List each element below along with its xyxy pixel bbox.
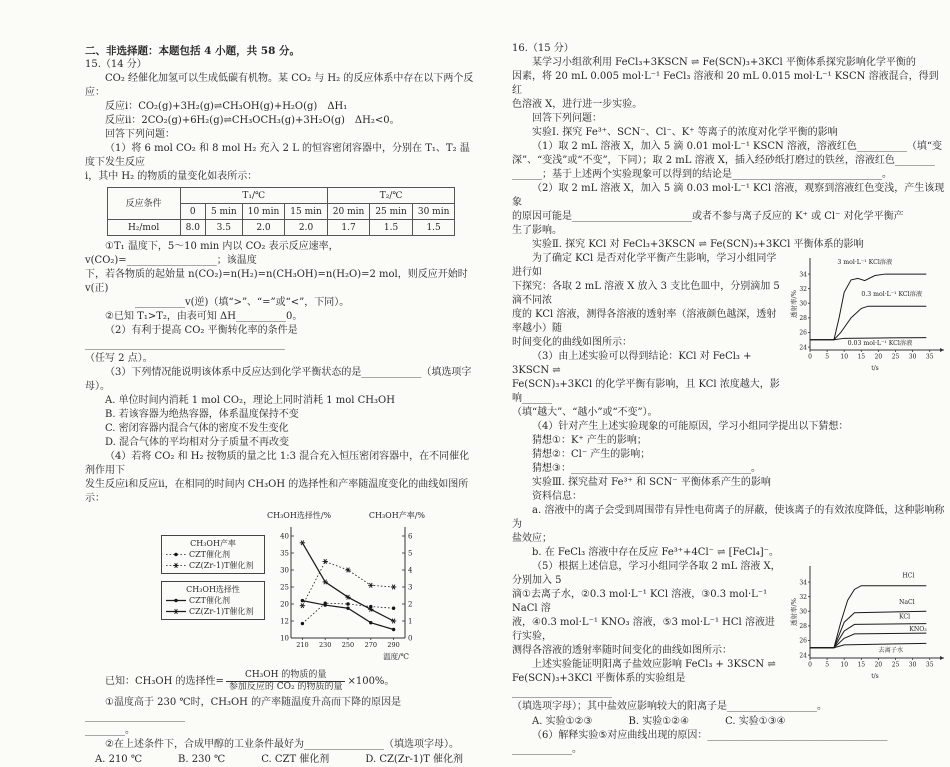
text-line: （任写 2 点）。 (85, 353, 153, 364)
text-line: （5）根据上述信息，学习小组同学各取 2 mL 溶液 X，分别加入 5 (512, 561, 781, 586)
text-line: （1）取 2 mL 溶液 X，加入 5 滴 0.01 mol·L⁻¹ KSCN 溶液，溶液红色__________（填“变 (532, 141, 943, 152)
table-header-cell: 10 min (242, 204, 285, 220)
svg-text:去离子水: 去离子水 (878, 647, 904, 655)
chart-legend-column (161, 535, 265, 627)
legend-entry (165, 606, 261, 617)
svg-text:0: 0 (408, 634, 413, 643)
svg-text:透射率/%: 透射率/% (790, 598, 798, 626)
text-line: 测得各溶液的透射率随时间变化的曲线如图所示： (512, 645, 732, 656)
text-line: 因素，将 20 mL 0.005 mol·L⁻¹ FeCl₃ 溶液和 20 mL 0.015 mol·L⁻¹ KSCN 溶液混合，得到红 (512, 71, 939, 96)
svg-text:28: 28 (799, 623, 807, 631)
fraction-denominator: 参加反应的 CO₂ 的物质的量 (228, 682, 343, 692)
guess-3-line: 猜想③：____________________________________。 (532, 463, 761, 474)
chart-svg (790, 560, 948, 680)
option-a: A. 210 ℃ (95, 754, 143, 765)
text-line: 深”、“变浅”或“不变”，下同）；取 2 mL 溶液 X，插入经砂纸打磨过的铁丝，溶液红色________ (512, 155, 935, 166)
svg-text:KNO₃: KNO₃ (909, 625, 927, 633)
section-header: 二、非选择题：本题包括 4 小题，共 58 分。 (85, 45, 301, 57)
legend-sample-icon (165, 550, 187, 559)
svg-text:t/s: t/s (871, 673, 879, 680)
table-header-cell: 20 min (327, 204, 370, 220)
svg-text:210: 210 (296, 641, 309, 649)
text-line: 液，④0.3 mol·L⁻¹ KNO₃ 溶液，⑤3 mol·L⁻¹ HCl 溶液进行实验， (512, 617, 775, 642)
legend-sample-icon (165, 596, 187, 605)
text-line: ________。 (85, 725, 135, 736)
legend-entry (165, 560, 261, 571)
reaction-i-equation: 反应ⅰ：CO₂(g)+3H₂(g)⇌CH₃OH(g)+H₂O(g) ΔH₁ (105, 101, 348, 112)
svg-text:3 mol·L⁻¹ KCl溶液: 3 mol·L⁻¹ KCl溶液 (837, 258, 893, 266)
table-header-cell: 0 (180, 204, 205, 220)
legend-entry (165, 595, 261, 606)
table-header-cell: T₂/℃ (327, 188, 455, 204)
text-line: ②已知 T₁>T₂，由表可知 ΔH__________0。 (105, 311, 303, 322)
text-line: （4）针对产生上述实验现象的可能原因，学习小组同学提出以下猜想： (532, 421, 849, 432)
svg-text:35: 35 (280, 549, 289, 558)
fraction-numerator: CH₃OH 的物质的量 (226, 670, 346, 682)
svg-text:34: 34 (799, 271, 807, 279)
svg-text:270: 270 (364, 641, 378, 649)
svg-text:5: 5 (825, 661, 830, 669)
right-axis-title: CH₃OH产率/% (368, 511, 425, 520)
table-row-label: H₂/mol (107, 220, 180, 236)
svg-text:15: 15 (857, 661, 866, 669)
svg-text:1: 1 (408, 617, 413, 626)
svg-text:32: 32 (799, 593, 807, 601)
svg-text:t/s: t/s (871, 365, 879, 372)
svg-text:34: 34 (799, 579, 807, 587)
chart-svg (790, 252, 948, 372)
text-line: 上述实验能证明阳离子盐效应影响 FeCl₃ + 3KSCN ⇌ (532, 659, 776, 670)
table-cell: 2.0 (242, 220, 285, 236)
table-cell: 1.5 (412, 220, 455, 236)
text-line: 滴①去离子水，②0.3 mol·L⁻¹ KCl 溶液，③0.3 mol·L⁻¹ NaCl 溶 (512, 589, 768, 614)
svg-text:230: 230 (318, 641, 332, 649)
svg-text:25: 25 (280, 583, 289, 592)
svg-text:30: 30 (280, 566, 289, 575)
fraction (226, 670, 346, 693)
legend-label: CZ(Zr-1)T催化剂 (189, 561, 254, 570)
left-column (85, 44, 477, 767)
svg-text:12: 12 (280, 617, 289, 626)
text-line: 度的 KCl 溶液，测得各溶液的透射率（溶液颜色越深，透射率越小）随 (512, 309, 777, 334)
svg-text:20: 20 (874, 661, 883, 669)
chart-canvas (267, 524, 425, 667)
text-line: 盐效应； (512, 533, 552, 544)
formula-prefix: 已知：CH₃OH 的选择性= (105, 675, 224, 687)
legend-label: CZT催化剂 (189, 550, 231, 559)
text-line: 的原因可能是________________________或者不参与离子反应的 K⁺ 或 Cl⁻ 对化学平衡产 (512, 211, 904, 222)
text-line: （2）取 2 mL 溶液 X，加入 5 滴 0.03 mol·L⁻¹ KCl 溶液，观察到溶液红色变浅，产生该现象 (512, 183, 945, 208)
text-line: （3）由上述实验可以得到结论：KCl 对 FeCl₃ + 3KSCN ⇌ (512, 351, 752, 376)
table-cell: 3.5 (205, 220, 242, 236)
svg-text:20: 20 (280, 600, 289, 609)
right-column (512, 42, 948, 757)
text-line: 发生反应ⅰ和反应ⅱ，在相同的时间内 CH₃OH 的选择性和产率随温度变化的曲线如图所示： (85, 479, 469, 504)
table-cell: 1.5 (370, 220, 413, 236)
text-line: 回答下列问题： (532, 113, 602, 124)
chart-legend-box (161, 535, 265, 574)
text-line: ⅰ，其中 H₂ 的物质的量变化如表所示： (85, 171, 258, 182)
text-line: 色溶液 X，进行进一步实验。 (512, 99, 643, 110)
option-b: B. 实验①②④ (628, 716, 690, 727)
text-line: 下，若各物质的起始量 n(CO₂)=n(H₂)=n(CH₃OH)=n(H₂O)=2 mol，则反应开始时 v(正) (85, 269, 468, 294)
option-line: A. 单位时间内消耗 1 mol CO₂，理论上同时消耗 1 mol CH₃OH (105, 395, 395, 406)
options-row (85, 753, 477, 767)
text-line: 下探究：各取 2 mL 溶液 X 放入 3 支比色皿中，分别滴加 5 滴不同浓 (512, 281, 780, 306)
text-line: ②在上述条件下，合成甲醇的工业条件最好为________________（填选项字母）。 (105, 739, 459, 750)
svg-text:26: 26 (799, 329, 807, 337)
h2-amount-table (107, 187, 456, 236)
svg-text:0.03 mol·L⁻¹ KCl溶液: 0.03 mol·L⁻¹ KCl溶液 (847, 339, 913, 347)
text-line: a. 溶液中的离子会受到周围带有异性电荷离子的屏蔽，使该离子的有效浓度降低，这种影响称为 (512, 505, 945, 530)
svg-text:10: 10 (840, 661, 849, 669)
legend-title: CH₃OH产率 (190, 539, 236, 548)
svg-text:5: 5 (825, 353, 830, 361)
table-cell: 1.7 (327, 220, 370, 236)
text-line: ____________。 (512, 744, 582, 755)
option-c: C. CZT 催化剂 (261, 754, 330, 765)
chart-axis-titles (267, 509, 425, 523)
chart-plot-column (267, 509, 425, 667)
option-c: C. 实验①③④ (725, 716, 786, 727)
option-line: D. 混合气体的平均相对分子质量不再改变 (105, 437, 290, 448)
svg-text:0: 0 (808, 353, 812, 361)
question-15-number: 15.（14 分） (85, 59, 147, 70)
text-line: （2）有利于提高 CO₂ 平衡转化率的条件是________________________________________ (85, 325, 298, 350)
formula-suffix: ×100%。 (347, 675, 395, 687)
kcl-transmittance-chart (790, 252, 948, 377)
table-cell: 2.0 (285, 220, 328, 236)
text-line: （1）将 6 mol CO₂ 和 8 mol H₂ 充入 2 L 的恒容密闭容器中，分别在 T₁、T₂ 温度下发生反应 (85, 143, 470, 168)
text-line: （4）若将 CO₂ 和 H₂ 按物质的量之比 1:3 混合充入恒压密闭容器中，在不同催化剂作用下 (85, 451, 470, 476)
experiment-2-header: 实验Ⅱ. 探究 KCl 对 FeCl₃+3KSCN ⇌ Fe(SCN)₃+3KCl 平衡体系的影响 (532, 239, 864, 250)
legend-sample-icon (165, 607, 187, 616)
text-line: ①T₁ 温度下，5～10 min 内以 CO₂ 表示反应速率，v(CO₂)=__________________；该温度 (85, 241, 339, 266)
svg-text:28: 28 (799, 315, 807, 323)
text-line: Fe(SCN)₃+3KCl 的化学平衡有影响，且 KCl 浓度越大，影响______ (512, 379, 780, 404)
svg-text:40: 40 (280, 532, 289, 541)
text-line: （6）解释实验⑤对应曲线出现的原因：____________________________________ (532, 730, 888, 741)
svg-text:30: 30 (799, 608, 807, 616)
text-line: Fe(SCN)₃+3KCl 平衡体系的实验组是____________________ (512, 673, 686, 698)
svg-text:0.3 mol·L⁻¹ KCl溶液: 0.3 mol·L⁻¹ KCl溶液 (861, 290, 923, 298)
text-line: 生了影响。 (512, 225, 562, 236)
svg-text:20: 20 (874, 353, 883, 361)
option-b: B. 230 ℃ (178, 754, 226, 765)
text-line: 时间变化的曲线如图所示： (512, 337, 632, 348)
legend-label: CZT催化剂 (189, 596, 231, 605)
svg-text:6: 6 (408, 532, 413, 541)
table-header-cell: 5 min (205, 204, 242, 220)
question-16-number: 16.（15 分） (512, 43, 574, 54)
left-axis-title: CH₃OH选择性/% (267, 511, 332, 520)
text-line: 回答下列问题： (105, 129, 175, 140)
text-line: CO₂ 经催化加氢可以生成低碳有机物。某 CO₂ 与 H₂ 的反应体系中存在以下两个反应： (85, 73, 474, 98)
chart-legend-box (161, 581, 265, 620)
svg-text:25: 25 (891, 353, 900, 361)
option-line: C. 密闭容器内混合气体的密度不发生变化 (105, 423, 289, 434)
svg-text:26: 26 (799, 637, 807, 645)
text-line: （3）下列情况能说明该体系中反应达到化学平衡状态的是____________（填选项字母）。 (85, 367, 472, 392)
svg-text:30: 30 (908, 353, 917, 361)
svg-text:4: 4 (408, 566, 413, 575)
svg-text:温度/℃: 温度/℃ (383, 652, 409, 661)
svg-text:3: 3 (408, 583, 413, 592)
svg-text:290: 290 (387, 641, 400, 649)
svg-text:透射率/%: 透射率/% (790, 290, 798, 318)
text-line: 为了确定 KCl 是否对化学平衡产生影响，学习小组同学进行如 (512, 253, 777, 278)
table-header-cell: 15 min (285, 204, 328, 220)
svg-text:10: 10 (280, 634, 289, 643)
selectivity-yield-chart (161, 509, 477, 667)
svg-text:HCl: HCl (902, 572, 915, 580)
options-row (512, 715, 948, 729)
text-line: （填选项字母）；其中盐效应影响较大的阳离子是__________________。 (512, 701, 827, 712)
legend-label: CZ(Zr-1)T催化剂 (189, 607, 254, 616)
option-line: B. 若该容器为绝热容器，体系温度保持不变 (105, 409, 299, 420)
table-cell: 8.0 (180, 220, 205, 236)
legend-entry (165, 549, 261, 560)
guess-2-line: 猜想②：Cl⁻ 产生的影响； (532, 449, 651, 460)
svg-text:KCl: KCl (898, 613, 911, 621)
svg-text:10: 10 (840, 353, 849, 361)
legend-sample-icon (165, 561, 187, 570)
chart-svg (267, 524, 425, 662)
option-d: D. CZ(Zr-1)T 催化剂 (365, 754, 464, 765)
table-header-cell: T₁/℃ (180, 188, 327, 204)
svg-text:NaCl: NaCl (898, 598, 915, 606)
svg-text:5: 5 (408, 549, 413, 558)
table-header-cell: 25 min (370, 204, 413, 220)
svg-text:250: 250 (341, 641, 355, 649)
svg-text:30: 30 (799, 300, 807, 308)
text-line: b. 在 FeCl₃ 溶液中存在反应 Fe³⁺+4Cl⁻ ⇌ [FeCl₄]⁻。 (532, 547, 779, 558)
option-a: A. 实验①②③ (532, 716, 593, 727)
guess-1-line: 猜想①：K⁺ 产生的影响； (532, 435, 647, 446)
table-header-cell: 30 min (412, 204, 455, 220)
reaction-ii-equation: 反应ⅱ：2CO₂(g)+6H₂(g)⇌CH₃OCH₃(g)+3H₂O(g) ΔH₂<0。 (105, 115, 400, 126)
svg-text:35: 35 (925, 661, 934, 669)
text-line: __________v(逆)（填“>”、“=”或“<”，下同）。 (135, 297, 350, 308)
text-line: （填“越大”、“越小”或“不变”）。 (512, 407, 658, 418)
text-line: 某学习小组欲利用 FeCl₃+3KSCN ⇌ Fe(SCN)₃+3KCl 平衡体系探究影响化学平衡的 (532, 57, 916, 68)
text-line: 资料信息： (532, 491, 582, 502)
table-header-cell: 反应条件 (107, 188, 180, 220)
svg-text:35: 35 (925, 353, 934, 361)
selectivity-formula (85, 670, 477, 693)
svg-text:0: 0 (808, 661, 812, 669)
experiment-1-header: 实验Ⅰ. 探究 Fe³⁺、SCN⁻、Cl⁻、K⁺ 等离子的浓度对化学平衡的影响 (532, 127, 838, 138)
text-line: ①温度高于 230 ℃时，CH₃OH 的产率随温度升高而下降的原因是____________________ (85, 697, 402, 722)
svg-text:24: 24 (799, 344, 807, 352)
legend-title: CH₃OH选择性 (186, 585, 240, 594)
svg-text:2: 2 (408, 600, 413, 609)
salt-transmittance-chart (790, 560, 948, 685)
text-line: ______；基于上述两个实验现象可以得到的结论是______________________________。 (512, 169, 892, 180)
svg-text:15: 15 (857, 353, 866, 361)
experiment-3-header: 实验Ⅲ. 探究盐对 Fe³⁺ 和 SCN⁻ 平衡体系产生的影响 (532, 477, 771, 488)
svg-text:25: 25 (891, 661, 900, 669)
svg-text:30: 30 (908, 661, 917, 669)
svg-text:24: 24 (799, 652, 807, 660)
svg-text:32: 32 (799, 285, 807, 293)
